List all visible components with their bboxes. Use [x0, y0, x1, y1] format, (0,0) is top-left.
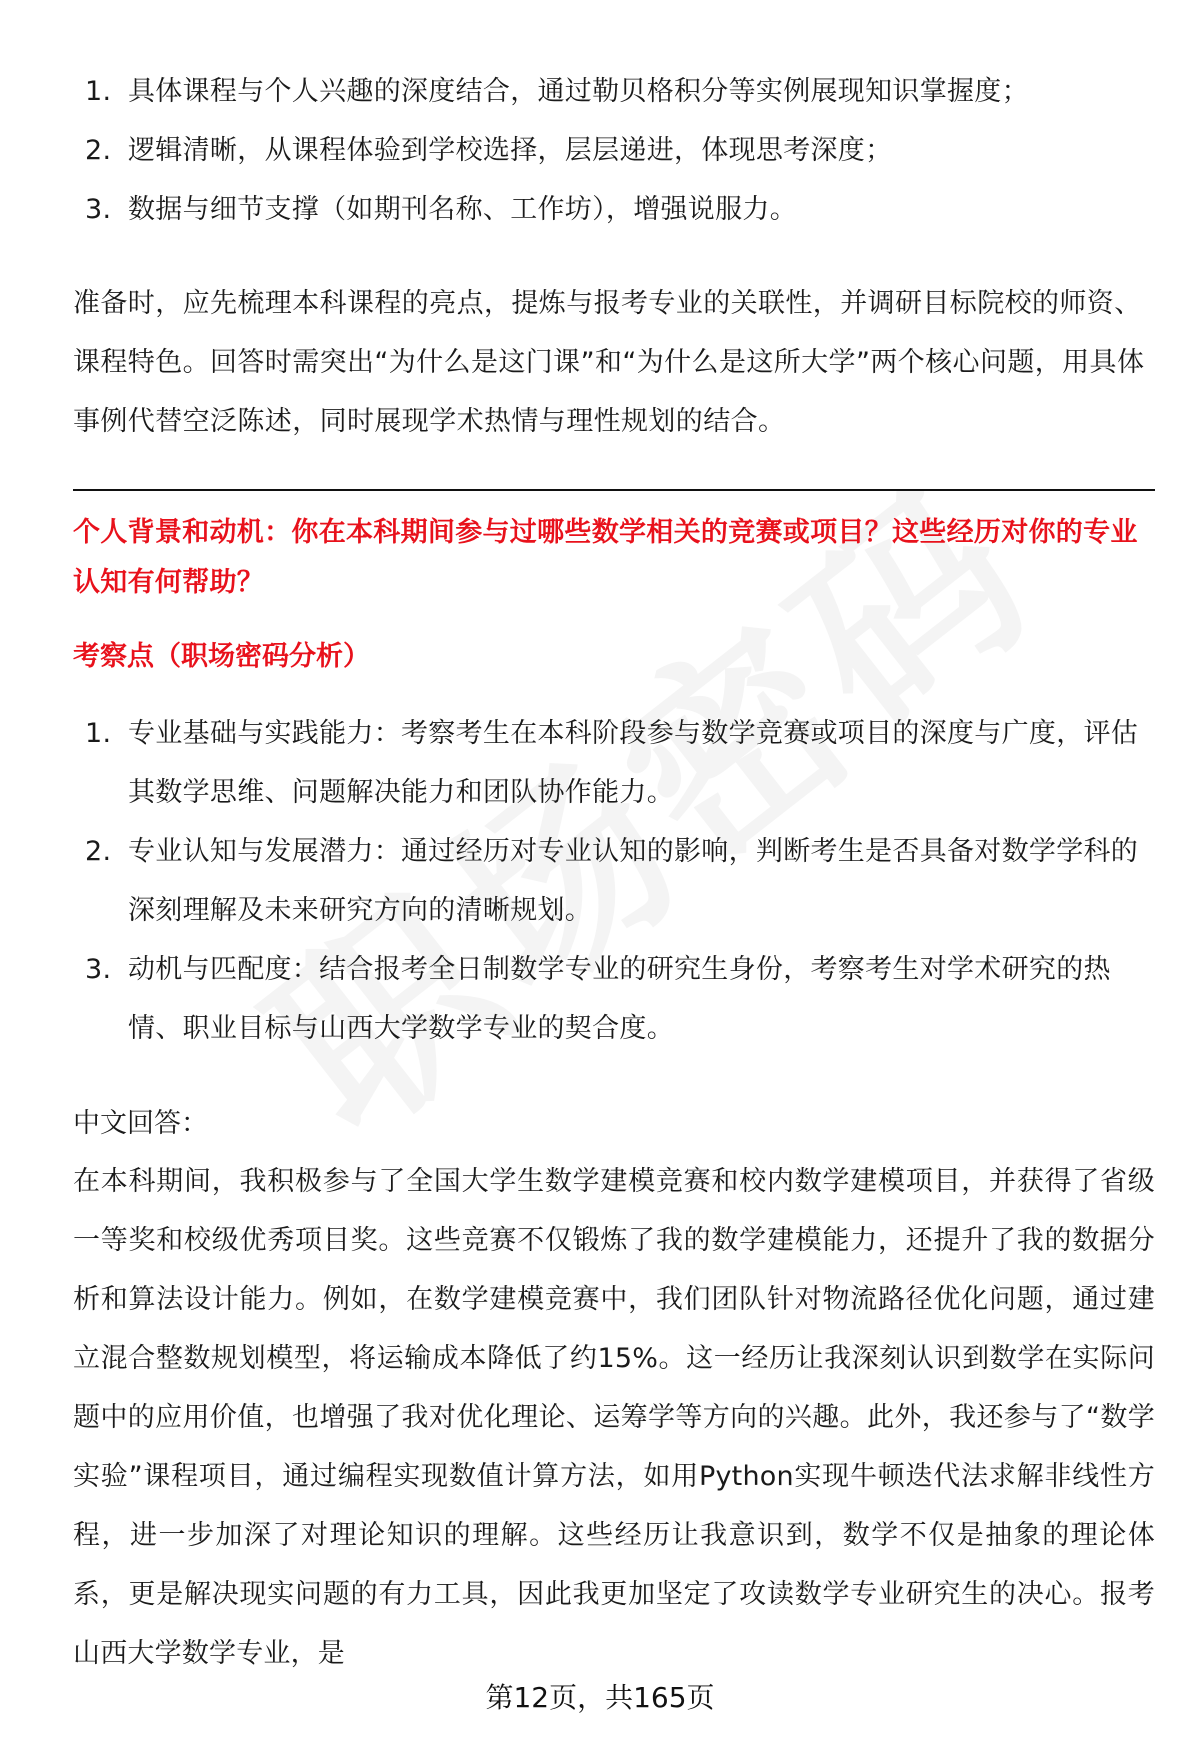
page-content [73, 62, 1155, 1683]
list-number: 1. [85, 76, 112, 107]
list-item [73, 704, 1155, 822]
list-item [73, 940, 1155, 1058]
answer-label: 中文回答： [73, 1108, 208, 1139]
list-text: 数据与细节支撑（如期刊名称、工作坊），增强说服力。 [128, 194, 797, 225]
list-number: 3. [85, 194, 112, 225]
list-text: 专业基础与实践能力：考察考生在本科阶段参与数学竞赛或项目的深度与广度，评估其数学思维、问题解决能力和团队协作能力。 [128, 718, 1139, 808]
list-number: 3. [85, 954, 112, 985]
list-number: 1. [85, 718, 112, 749]
prep-paragraph: 准备时，应先梳理本科课程的亮点，提炼与报考专业的关联性，并调研目标院校的师资、课程特色。回答时需突出“为什么是这门课”和“为什么是这所大学”两个核心问题，用具体事例代替空泛陈述，同时展现学术热情与理性规划的结合。 [73, 288, 1145, 437]
list-number: 2. [85, 135, 112, 166]
list-text: 具体课程与个人兴趣的深度结合，通过勒贝格积分等实例展现知识掌握度； [128, 76, 1029, 107]
list-item [73, 822, 1155, 940]
question-title: 个人背景和动机：你在本科期间参与过哪些数学相关的竞赛或项目？这些经历对你的专业认知有何帮助？ [73, 517, 1138, 598]
page-footer: 第12页，共165页 [485, 1681, 715, 1714]
focus-points-list [73, 704, 1155, 1058]
list-text: 动机与匹配度：结合报考全日制数学专业的研究生身份，考察考生对学术研究的热情、职业目标与山西大学数学专业的契合度。 [128, 954, 1111, 1044]
list-item [73, 180, 1155, 239]
list-item [73, 62, 1155, 121]
list-number: 2. [85, 836, 112, 867]
answer-text: 在本科期间，我积极参与了全国大学生数学建模竞赛和校内数学建模项目，并获得了省级一等奖和校级优秀项目奖。这些竞赛不仅锻炼了我的数学建模能力，还提升了我的数据分析和算法设计能力。例如，在数学建模竞赛中，我们团队针对物流路径优化问题，通过建立混合整数规划模型，将运输成本降低了约15%。这一经历让我深刻认识到数学在实际问题中的应用价值，也增强了我对优化理论、运筹学等方向的兴趣。此外，我还参与了“数学实验”课程项目，通过编程实现数值计算方法，如用Python实现牛顿迭代法求解非线性方程，进一步加深了对理论知识的理解。这些经历让我意识到，数学不仅是抽象的理论体系，更是解决现实问题的有力工具，因此我更加坚定了攻读数学专业研究生的决心。报考山西大学数学专业，是 [73, 1166, 1155, 1669]
focus-heading: 考察点（职场密码分析） [73, 641, 370, 672]
section-divider [73, 489, 1155, 491]
list-text: 专业认知与发展潜力：通过经历对专业认知的影响，判断考生是否具备对数学学科的深刻理解及未来研究方向的清晰规划。 [128, 836, 1139, 926]
summary-list [73, 62, 1155, 239]
list-item [73, 121, 1155, 180]
list-text: 逻辑清晰，从课程体验到学校选择，层层递进，体现思考深度； [128, 135, 893, 166]
